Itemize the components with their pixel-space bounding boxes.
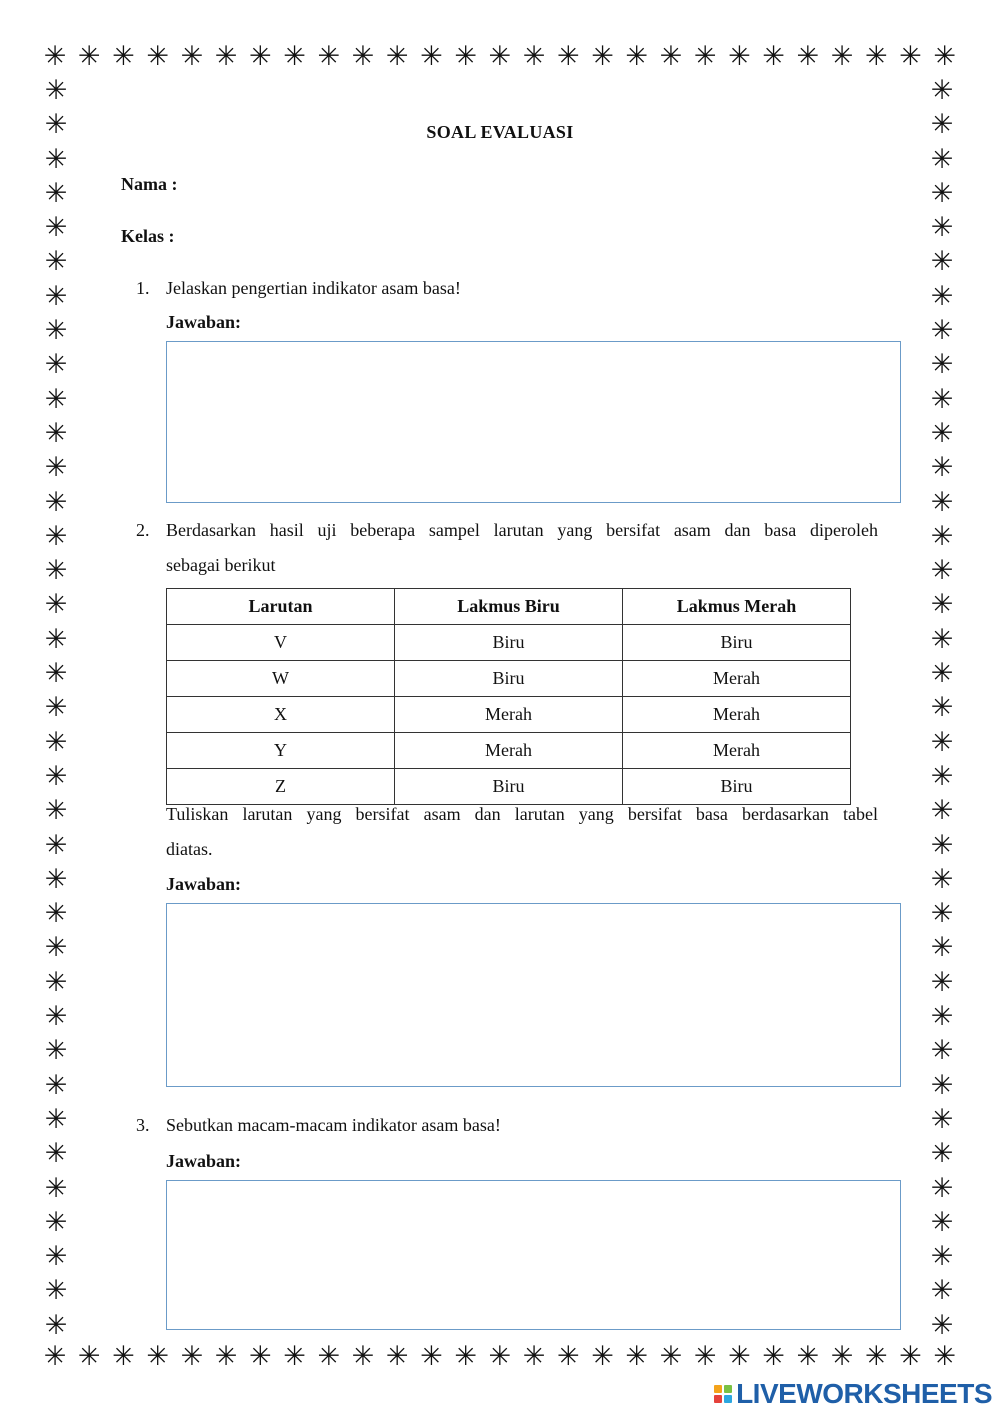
asterisk-flower-icon: ✳ bbox=[930, 829, 954, 860]
question-2-followup-line2: diatas. bbox=[166, 839, 213, 859]
asterisk-flower-icon: ✳ bbox=[488, 41, 512, 71]
table-cell: Biru bbox=[623, 769, 851, 805]
asterisk-flower-icon: ✳ bbox=[44, 932, 68, 963]
asterisk-flower-icon: ✳ bbox=[214, 1341, 238, 1371]
table-cell: Merah bbox=[623, 697, 851, 733]
asterisk-flower-icon: ✳ bbox=[44, 692, 68, 723]
question-1-answer-box[interactable] bbox=[166, 341, 901, 503]
asterisk-flower-icon: ✳ bbox=[44, 315, 68, 346]
asterisk-flower-icon: ✳ bbox=[146, 41, 169, 71]
asterisk-flower-icon: ✳ bbox=[930, 623, 954, 654]
asterisk-flower-icon: ✳ bbox=[693, 1341, 717, 1371]
asterisk-flower-icon: ✳ bbox=[864, 41, 888, 71]
asterisk-flower-icon: ✳ bbox=[488, 1341, 512, 1371]
litmus-results-table bbox=[166, 588, 851, 805]
asterisk-flower-icon: ✳ bbox=[44, 75, 68, 105]
asterisk-flower-icon: ✳ bbox=[44, 898, 68, 929]
asterisk-flower-icon: ✳ bbox=[180, 1341, 204, 1371]
table-header-row bbox=[167, 589, 851, 625]
asterisk-flower-icon: ✳ bbox=[930, 795, 954, 826]
table-cell: W bbox=[167, 661, 395, 697]
asterisk-flower-icon: ✳ bbox=[830, 41, 854, 71]
class-field-label: Kelas : bbox=[121, 226, 175, 246]
asterisk-flower-icon: ✳ bbox=[796, 1341, 820, 1371]
asterisk-flower-icon: ✳ bbox=[44, 520, 68, 551]
table-header-cell: Lakmus Merah bbox=[623, 589, 851, 625]
asterisk-flower-icon: ✳ bbox=[522, 41, 546, 71]
asterisk-flower-icon: ✳ bbox=[44, 383, 68, 414]
asterisk-flower-icon: ✳ bbox=[249, 1341, 272, 1371]
asterisk-flower-icon: ✳ bbox=[44, 829, 68, 860]
asterisk-flower-icon: ✳ bbox=[385, 1341, 409, 1371]
question-3-text: Sebutkan macam-macam indikator asam basa! bbox=[166, 1115, 501, 1135]
asterisk-flower-icon: ✳ bbox=[930, 417, 954, 448]
asterisk-flower-icon: ✳ bbox=[930, 1001, 954, 1032]
asterisk-flower-icon: ✳ bbox=[454, 1341, 477, 1371]
asterisk-flower-icon: ✳ bbox=[44, 452, 68, 483]
decorative-border-top bbox=[40, 43, 960, 70]
liveworksheets-brand-text: LIVEWORKSHEETS bbox=[736, 1378, 992, 1409]
asterisk-flower-icon: ✳ bbox=[44, 417, 68, 448]
question-3-number: 3. bbox=[136, 1115, 150, 1135]
asterisk-flower-icon: ✳ bbox=[930, 726, 954, 757]
asterisk-flower-icon: ✳ bbox=[930, 1172, 954, 1203]
asterisk-flower-icon: ✳ bbox=[930, 143, 954, 174]
asterisk-flower-icon: ✳ bbox=[930, 315, 954, 346]
logo-square bbox=[714, 1385, 722, 1393]
asterisk-flower-icon: ✳ bbox=[930, 1275, 954, 1306]
asterisk-flower-icon: ✳ bbox=[214, 41, 238, 71]
question-1-number: 1. bbox=[136, 278, 150, 298]
table-cell: V bbox=[167, 625, 395, 661]
table-cell: X bbox=[167, 697, 395, 733]
asterisk-flower-icon: ✳ bbox=[930, 1206, 954, 1237]
asterisk-flower-icon: ✳ bbox=[317, 1341, 341, 1371]
name-field-label: Nama : bbox=[121, 174, 178, 194]
asterisk-flower-icon: ✳ bbox=[930, 760, 954, 791]
asterisk-flower-icon: ✳ bbox=[930, 383, 954, 414]
question-3-answer-label: Jawaban: bbox=[166, 1151, 242, 1171]
asterisk-flower-icon: ✳ bbox=[44, 109, 68, 140]
asterisk-flower-icon: ✳ bbox=[930, 863, 954, 894]
asterisk-flower-icon: ✳ bbox=[44, 795, 68, 826]
table-cell: Biru bbox=[395, 661, 623, 697]
asterisk-flower-icon: ✳ bbox=[659, 1341, 683, 1371]
asterisk-flower-icon: ✳ bbox=[930, 109, 954, 140]
asterisk-flower-icon: ✳ bbox=[44, 760, 68, 791]
asterisk-flower-icon: ✳ bbox=[44, 589, 68, 620]
asterisk-flower-icon: ✳ bbox=[933, 41, 956, 71]
question-2-answer-box[interactable] bbox=[166, 903, 901, 1087]
asterisk-flower-icon: ✳ bbox=[146, 1341, 169, 1371]
asterisk-flower-icon: ✳ bbox=[283, 41, 306, 71]
asterisk-flower-icon: ✳ bbox=[933, 1341, 956, 1371]
asterisk-flower-icon: ✳ bbox=[44, 1241, 68, 1272]
asterisk-flower-icon: ✳ bbox=[830, 1341, 854, 1371]
asterisk-flower-icon: ✳ bbox=[591, 1341, 614, 1371]
asterisk-flower-icon: ✳ bbox=[43, 1341, 67, 1371]
asterisk-flower-icon: ✳ bbox=[44, 1309, 68, 1340]
decorative-border-bottom bbox=[40, 1343, 960, 1370]
question-1-answer-label: Jawaban: bbox=[166, 312, 242, 332]
table-row bbox=[167, 661, 851, 697]
asterisk-flower-icon: ✳ bbox=[930, 1241, 954, 1272]
decorative-border-left bbox=[39, 77, 73, 1339]
asterisk-flower-icon: ✳ bbox=[43, 41, 67, 71]
asterisk-flower-icon: ✳ bbox=[44, 280, 68, 311]
table-cell: Z bbox=[167, 769, 395, 805]
asterisk-flower-icon: ✳ bbox=[77, 1341, 101, 1371]
asterisk-flower-icon: ✳ bbox=[728, 1341, 751, 1371]
asterisk-flower-icon: ✳ bbox=[44, 143, 68, 174]
asterisk-flower-icon: ✳ bbox=[625, 1341, 649, 1371]
asterisk-flower-icon: ✳ bbox=[728, 41, 751, 71]
asterisk-flower-icon: ✳ bbox=[522, 1341, 546, 1371]
asterisk-flower-icon: ✳ bbox=[180, 41, 204, 71]
asterisk-flower-icon: ✳ bbox=[930, 692, 954, 723]
asterisk-flower-icon: ✳ bbox=[112, 41, 135, 71]
decorative-border-right bbox=[925, 77, 959, 1339]
asterisk-flower-icon: ✳ bbox=[385, 41, 409, 71]
asterisk-flower-icon: ✳ bbox=[44, 966, 68, 997]
asterisk-flower-icon: ✳ bbox=[762, 41, 785, 71]
asterisk-flower-icon: ✳ bbox=[454, 41, 477, 71]
asterisk-flower-icon: ✳ bbox=[930, 1309, 954, 1340]
table-cell: Biru bbox=[395, 769, 623, 805]
table-header-cell: Lakmus Biru bbox=[395, 589, 623, 625]
asterisk-flower-icon: ✳ bbox=[930, 1069, 954, 1100]
asterisk-flower-icon: ✳ bbox=[44, 246, 68, 277]
page-title: SOAL EVALUASI bbox=[426, 122, 574, 142]
asterisk-flower-icon: ✳ bbox=[930, 555, 954, 586]
asterisk-flower-icon: ✳ bbox=[351, 41, 375, 71]
asterisk-flower-icon: ✳ bbox=[44, 177, 68, 208]
table-cell: Y bbox=[167, 733, 395, 769]
asterisk-flower-icon: ✳ bbox=[44, 1103, 68, 1134]
asterisk-flower-icon: ✳ bbox=[249, 41, 272, 71]
table-row bbox=[167, 697, 851, 733]
asterisk-flower-icon: ✳ bbox=[625, 41, 649, 71]
asterisk-flower-icon: ✳ bbox=[44, 863, 68, 894]
table-cell: Merah bbox=[395, 697, 623, 733]
asterisk-flower-icon: ✳ bbox=[693, 41, 717, 71]
asterisk-flower-icon: ✳ bbox=[420, 1341, 443, 1371]
asterisk-flower-icon: ✳ bbox=[283, 1341, 306, 1371]
liveworksheets-logo[interactable] bbox=[714, 1378, 992, 1410]
table-cell: Merah bbox=[623, 733, 851, 769]
asterisk-flower-icon: ✳ bbox=[930, 177, 954, 208]
asterisk-flower-icon: ✳ bbox=[44, 1172, 68, 1203]
asterisk-flower-icon: ✳ bbox=[796, 41, 820, 71]
asterisk-flower-icon: ✳ bbox=[44, 726, 68, 757]
asterisk-flower-icon: ✳ bbox=[44, 1275, 68, 1306]
table-cell: Biru bbox=[623, 625, 851, 661]
asterisk-flower-icon: ✳ bbox=[930, 1103, 954, 1134]
question-2-text-line2: sebagai berikut bbox=[166, 555, 276, 575]
table-cell: Merah bbox=[623, 661, 851, 697]
asterisk-flower-icon: ✳ bbox=[864, 1341, 888, 1371]
asterisk-flower-icon: ✳ bbox=[44, 623, 68, 654]
asterisk-flower-icon: ✳ bbox=[930, 75, 954, 105]
asterisk-flower-icon: ✳ bbox=[44, 1069, 68, 1100]
asterisk-flower-icon: ✳ bbox=[556, 1341, 580, 1371]
asterisk-flower-icon: ✳ bbox=[930, 520, 954, 551]
asterisk-flower-icon: ✳ bbox=[930, 966, 954, 997]
asterisk-flower-icon: ✳ bbox=[930, 1138, 954, 1169]
question-3-answer-box[interactable] bbox=[166, 1180, 901, 1330]
asterisk-flower-icon: ✳ bbox=[44, 658, 68, 689]
asterisk-flower-icon: ✳ bbox=[112, 1341, 135, 1371]
asterisk-flower-icon: ✳ bbox=[44, 1206, 68, 1237]
asterisk-flower-icon: ✳ bbox=[317, 41, 341, 71]
table-row bbox=[167, 733, 851, 769]
logo-square bbox=[714, 1395, 722, 1403]
table-row bbox=[167, 625, 851, 661]
asterisk-flower-icon: ✳ bbox=[930, 212, 954, 243]
asterisk-flower-icon: ✳ bbox=[44, 486, 68, 517]
liveworksheets-logo-icon bbox=[714, 1385, 732, 1403]
asterisk-flower-icon: ✳ bbox=[420, 41, 443, 71]
asterisk-flower-icon: ✳ bbox=[44, 349, 68, 380]
question-2-text-line1: Berdasarkan hasil uji beberapa sampel larutan yang bersifat asam dan basa diperoleh bbox=[166, 520, 878, 540]
asterisk-flower-icon: ✳ bbox=[44, 1138, 68, 1169]
logo-square bbox=[724, 1385, 732, 1393]
asterisk-flower-icon: ✳ bbox=[930, 246, 954, 277]
asterisk-flower-icon: ✳ bbox=[930, 658, 954, 689]
logo-square bbox=[724, 1395, 732, 1403]
asterisk-flower-icon: ✳ bbox=[77, 41, 101, 71]
asterisk-flower-icon: ✳ bbox=[930, 486, 954, 517]
asterisk-flower-icon: ✳ bbox=[351, 1341, 375, 1371]
asterisk-flower-icon: ✳ bbox=[930, 1035, 954, 1066]
asterisk-flower-icon: ✳ bbox=[930, 452, 954, 483]
asterisk-flower-icon: ✳ bbox=[44, 1001, 68, 1032]
asterisk-flower-icon: ✳ bbox=[899, 1341, 922, 1371]
question-1-text: Jelaskan pengertian indikator asam basa! bbox=[166, 278, 461, 298]
table-cell: Biru bbox=[395, 625, 623, 661]
question-2-number: 2. bbox=[136, 520, 150, 540]
asterisk-flower-icon: ✳ bbox=[930, 898, 954, 929]
asterisk-flower-icon: ✳ bbox=[591, 41, 614, 71]
asterisk-flower-icon: ✳ bbox=[556, 41, 580, 71]
asterisk-flower-icon: ✳ bbox=[44, 1035, 68, 1066]
asterisk-flower-icon: ✳ bbox=[930, 932, 954, 963]
asterisk-flower-icon: ✳ bbox=[44, 555, 68, 586]
asterisk-flower-icon: ✳ bbox=[930, 349, 954, 380]
asterisk-flower-icon: ✳ bbox=[762, 1341, 785, 1371]
asterisk-flower-icon: ✳ bbox=[44, 212, 68, 243]
asterisk-flower-icon: ✳ bbox=[930, 280, 954, 311]
table-row bbox=[167, 769, 851, 805]
question-2-answer-label: Jawaban: bbox=[166, 874, 242, 894]
asterisk-flower-icon: ✳ bbox=[930, 589, 954, 620]
asterisk-flower-icon: ✳ bbox=[659, 41, 683, 71]
table-header-cell: Larutan bbox=[167, 589, 395, 625]
asterisk-flower-icon: ✳ bbox=[899, 41, 922, 71]
table-cell: Merah bbox=[395, 733, 623, 769]
question-2-followup-line1: Tuliskan larutan yang bersifat asam dan larutan yang bersifat basa berdasarkan tabel bbox=[166, 804, 878, 824]
